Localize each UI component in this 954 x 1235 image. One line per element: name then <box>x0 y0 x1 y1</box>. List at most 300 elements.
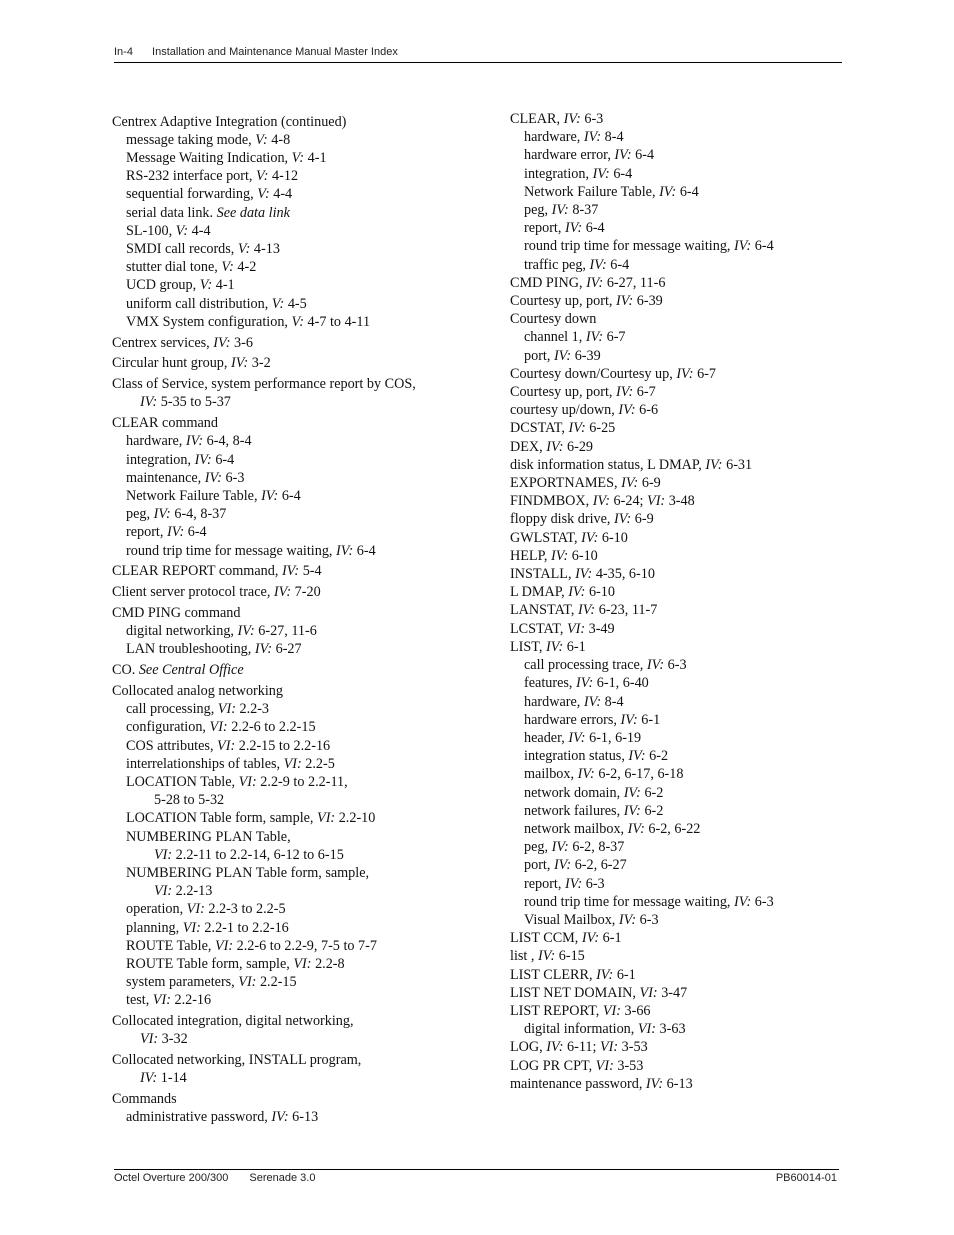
entry-term: maintenance password, <box>510 1075 646 1092</box>
volume-ref: VI: <box>602 1002 621 1019</box>
index-subentry <box>112 204 492 222</box>
page-ref: 6-7 <box>603 329 626 346</box>
volume-ref: VI: <box>217 737 236 754</box>
page-ref: 5-4 <box>299 563 322 580</box>
entry-term: digital information, <box>524 1021 638 1038</box>
page-ref: 2.2-13 <box>172 883 213 900</box>
page-ref: 3-66 <box>620 1002 651 1019</box>
volume-ref: VI: <box>154 846 173 863</box>
entry-term: EXPORTNAMES, <box>510 475 622 492</box>
header-title: Installation and Maintenance Manual Master Index <box>152 46 398 58</box>
entry-term: CMD PING, <box>510 274 587 291</box>
index-subentry <box>112 505 492 523</box>
index-entry <box>510 529 840 547</box>
volume-ref: IV: <box>659 183 677 200</box>
index-subentry <box>510 747 840 765</box>
page-ref: 6-13 <box>663 1075 693 1092</box>
page-ref: 4-7 to 4-11 <box>303 313 371 330</box>
page-ref: 6-4 <box>582 220 605 237</box>
index-entry <box>112 1012 492 1030</box>
index-subentry <box>112 846 492 864</box>
page-ref: 2.2-5 <box>301 755 335 772</box>
entry-term: NUMBERING PLAN Table form, sample, <box>126 865 370 882</box>
volume-ref: IV: <box>618 402 636 419</box>
volume-ref: IV: <box>553 857 572 874</box>
index-entry <box>510 966 840 984</box>
index-subentry <box>112 737 492 755</box>
index-subentry <box>510 201 840 219</box>
entry-term: HELP, <box>510 547 551 564</box>
index-subentry <box>112 640 492 658</box>
index-subentry <box>112 432 492 450</box>
entry-term: Network Failure Table, <box>524 183 660 200</box>
index-subentry <box>112 276 492 294</box>
page-ref: 4-12 <box>268 168 299 185</box>
volume-ref: IV: <box>616 293 634 310</box>
volume-ref: V: <box>271 295 285 312</box>
index-subentry <box>112 222 492 240</box>
index-entry <box>510 1075 840 1093</box>
index-subentry <box>112 295 492 313</box>
entry-term: peg, <box>524 839 552 856</box>
page-ref: 6-3 <box>636 911 659 928</box>
index-subentry <box>510 784 840 802</box>
index-entry <box>510 1002 840 1020</box>
index-subentry <box>510 711 840 729</box>
entry-term: Centrex Adaptive Integration (continued) <box>112 113 347 130</box>
index-subentry <box>112 451 492 469</box>
volume-ref: IV: <box>568 420 586 437</box>
entry-term: RS-232 interface port, <box>126 168 257 185</box>
index-entry <box>510 547 840 565</box>
entry-term: CO. <box>112 662 139 679</box>
index-subentry <box>112 131 492 149</box>
page-ref: 6-3 <box>221 469 245 486</box>
index-subentry <box>112 809 492 827</box>
volume-ref: IV: <box>564 875 583 892</box>
volume-ref: IV: <box>551 202 569 219</box>
index-subentry <box>510 347 840 365</box>
page-ref: 6-4, 8-4 <box>203 433 252 450</box>
entry-term: Network Failure Table, <box>126 488 262 505</box>
entry-term: CLEAR REPORT command, <box>112 563 282 580</box>
entry-term: Courtesy down/Courtesy up, <box>510 365 677 382</box>
entry-term: mailbox, <box>524 766 578 783</box>
index-subentry <box>112 487 492 505</box>
page-header <box>114 46 842 63</box>
page-ref: 6-4 <box>606 256 630 273</box>
page-ref: 6-27, 11-6 <box>254 623 317 640</box>
volume-ref: IV: <box>237 623 255 640</box>
index-subentry <box>112 973 492 991</box>
page-ref: 4-35, 6-10 <box>592 566 655 583</box>
volume-ref: IV: <box>140 1070 158 1087</box>
entry-term: peg, <box>524 202 552 219</box>
entry-term: Circular hunt group, <box>112 355 231 372</box>
page-ref: 6-3 <box>751 893 774 910</box>
index-entry <box>510 984 840 1002</box>
index-subentry <box>112 1030 492 1048</box>
index-subentry <box>510 256 840 274</box>
page-ref: 1-14 <box>157 1070 187 1087</box>
volume-ref: VI: <box>140 1031 159 1048</box>
page-ref: 6-10 <box>585 584 615 601</box>
page-ref: 4-2 <box>233 259 257 276</box>
index-subentry <box>510 802 840 820</box>
entry-term: DCSTAT, <box>510 420 569 437</box>
entry-term: floppy disk drive, <box>510 511 615 528</box>
page-ref: 6-3 <box>582 875 605 892</box>
footer-doc-number: PB60014-01 <box>775 1172 837 1184</box>
volume-ref: VI: <box>595 1057 614 1074</box>
index-entry <box>510 638 840 656</box>
entry-term: stutter dial tone, <box>126 259 222 276</box>
index-subentry <box>112 718 492 736</box>
index-entry <box>112 334 492 352</box>
entry-term: hardware errors, <box>524 711 621 728</box>
volume-ref: IV: <box>271 1109 289 1126</box>
volume-ref: V: <box>291 150 305 166</box>
page-ref: 6-39 <box>633 293 663 310</box>
page-ref: 6-2 <box>640 802 664 819</box>
entry-term: SL-100, <box>126 222 176 239</box>
page-ref: 2.2-6 to 2.2-9, 7-5 to 7-7 <box>233 937 377 954</box>
volume-ref: IV: <box>618 911 637 928</box>
volume-ref: IV: <box>592 493 610 510</box>
index-entry <box>510 383 840 401</box>
page-ref: 6-4 <box>184 524 207 541</box>
page-ref: 6-2, 8-37 <box>568 839 625 856</box>
page-ref: 6-31 <box>722 456 753 473</box>
page-ref: 6-4 <box>278 488 301 505</box>
index-entry <box>112 414 492 432</box>
index-subentry <box>510 219 840 237</box>
entry-term: message taking mode, <box>126 131 256 148</box>
page-ref: 3-48 <box>665 493 695 510</box>
page-number: In-4 <box>114 46 133 58</box>
page-ref: 6-1, 6-19 <box>585 729 642 746</box>
index-subentry <box>510 146 840 164</box>
entry-term: network domain, <box>524 784 624 801</box>
entry-term: LCSTAT, <box>510 620 567 637</box>
page-ref: 2.2-8 <box>311 956 345 973</box>
index-subentry <box>510 183 840 201</box>
volume-ref: VI: <box>214 937 234 954</box>
volume-ref: IV: <box>568 729 586 746</box>
index-entry <box>112 1051 492 1069</box>
index-entry <box>510 565 840 583</box>
entry-term: disk information status, L DMAP, <box>510 456 706 473</box>
volume-ref: IV: <box>204 469 222 486</box>
entry-term: LOCATION Table, <box>126 774 239 791</box>
entry-term: operation, <box>126 901 187 918</box>
volume-ref: IV: <box>577 766 595 783</box>
footer-product: Octel Overture 200/300 <box>114 1172 229 1184</box>
page-ref: 6-3 <box>580 111 604 127</box>
entry-term: uniform call distribution, <box>126 295 272 312</box>
page-ref: 6-6 <box>635 402 659 419</box>
entry-term: LOG, <box>510 1039 547 1056</box>
footer-release: Serenade 3.0 <box>249 1172 316 1184</box>
entry-term: Collocated analog networking <box>112 683 283 700</box>
entry-term: Visual Mailbox, <box>524 911 619 928</box>
volume-ref: IV: <box>645 1075 664 1092</box>
entry-term: courtesy up/down, <box>510 402 619 419</box>
entry-term: system parameters, <box>126 974 239 991</box>
page-ref: 3-6 <box>230 334 253 351</box>
index-subentry <box>510 237 840 255</box>
index-entry <box>112 1090 492 1108</box>
index-column-right <box>510 110 840 1093</box>
index-subentry <box>112 700 492 718</box>
entry-term: network failures, <box>524 802 624 819</box>
entry-term: maintenance, <box>126 469 205 486</box>
index-entry <box>112 661 492 679</box>
entry-term: UCD group, <box>126 277 200 294</box>
page-ref: 6-9 <box>638 475 661 492</box>
volume-ref: IV: <box>583 129 602 146</box>
entry-term: integration, <box>524 165 593 182</box>
entry-term: GWLSTAT, <box>510 529 582 546</box>
index-entry <box>112 375 492 393</box>
index-entry <box>510 310 840 328</box>
index-subentry <box>510 820 840 838</box>
page-ref: 2.2-11 to 2.2-14, 6-12 to 6-15 <box>172 846 344 863</box>
index-entry <box>510 292 840 310</box>
page-ref: 2.2-1 to 2.2-16 <box>200 919 289 936</box>
volume-ref: IV: <box>563 111 581 127</box>
page-ref: 2.2-9 to 2.2-11, <box>256 774 348 791</box>
page-ref: 6-1 <box>637 711 661 728</box>
page-ref: 6-9 <box>631 511 654 528</box>
entry-term: round trip time for message waiting, <box>524 893 735 910</box>
entry-term: LIST NET DOMAIN, <box>510 984 640 1001</box>
volume-ref: IV: <box>153 506 171 523</box>
index-entry <box>510 456 840 474</box>
index-subentry <box>510 674 840 692</box>
page-ref: 6-2, 6-17, 6-18 <box>594 766 684 783</box>
volume-ref: VI: <box>317 810 336 827</box>
index-subentry <box>112 864 492 882</box>
page-ref: 7-20 <box>291 584 321 601</box>
page-ref: 2.2-10 <box>335 810 376 827</box>
index-entry <box>510 583 840 601</box>
page-ref: 3-63 <box>656 1021 686 1038</box>
index-subentry <box>510 765 840 783</box>
index-subentry <box>112 258 492 276</box>
entry-term: LAN troubleshooting, <box>126 641 255 658</box>
page-ref: 8-37 <box>568 202 599 219</box>
entry-term: call processing trace, <box>524 657 647 674</box>
volume-ref: IV: <box>553 347 572 364</box>
index-subentry <box>112 773 492 791</box>
entry-term: header, <box>524 729 569 746</box>
page-ref: 6-25 <box>585 420 616 437</box>
entry-term: Collocated integration, digital networking, <box>112 1013 354 1030</box>
volume-ref: VI: <box>637 1021 656 1038</box>
index-subentry <box>112 882 492 900</box>
page-ref: 4-4 <box>188 222 211 239</box>
index-entry <box>112 354 492 372</box>
page-ref: 2.2-6 to 2.2-15 <box>227 719 316 736</box>
page-footer <box>114 1169 839 1184</box>
page-ref: 3-49 <box>585 620 615 637</box>
index-subentry <box>112 755 492 773</box>
entry-term: hardware error, <box>524 147 615 164</box>
volume-ref: V: <box>175 222 189 239</box>
entry-term: Courtesy up, port, <box>510 293 617 310</box>
page-ref: 2.2-15 <box>256 974 297 991</box>
index-subentry <box>112 1069 492 1087</box>
page-ref: 6-4 <box>211 451 235 468</box>
entry-term: Collocated networking, INSTALL program, <box>112 1052 362 1069</box>
page-ref: 6-7 <box>693 365 716 382</box>
volume-ref: IV: <box>676 365 694 382</box>
page-ref: 4-4 <box>269 186 293 203</box>
entry-term: Courtesy down <box>510 311 597 328</box>
index-subentry <box>510 656 840 674</box>
entry-term: configuration, <box>126 719 210 736</box>
index-subentry <box>510 128 840 146</box>
entry-term: CLEAR, <box>510 111 564 127</box>
index-subentry <box>112 240 492 258</box>
entry-term: integration status, <box>524 748 629 765</box>
volume-ref: VI: <box>154 883 173 900</box>
volume-ref: VI: <box>647 493 666 510</box>
index-entry <box>510 110 840 128</box>
entry-term: hardware, <box>524 693 584 710</box>
index-subentry <box>112 149 492 167</box>
index-entry <box>510 601 840 619</box>
page-ref: 6-29 <box>563 438 594 455</box>
volume-ref: VI: <box>293 956 312 973</box>
index-subentry <box>510 328 840 346</box>
entry-term: test, <box>126 992 153 1009</box>
page-ref: 6-2, 6-27 <box>571 857 627 874</box>
page-ref: 2.2-15 to 2.2-16 <box>235 737 331 754</box>
volume-ref: V: <box>256 168 269 185</box>
volume-ref: IV: <box>581 529 599 546</box>
volume-ref: IV: <box>614 511 632 528</box>
volume-ref: IV: <box>586 274 604 291</box>
volume-ref: IV: <box>596 966 614 983</box>
entry-term: digital networking, <box>126 623 238 640</box>
page-ref: 3-47 <box>657 984 688 1001</box>
entry-term: 5-28 to 5-32 <box>154 792 225 809</box>
page-ref: 6-4, 8-37 <box>170 506 227 523</box>
page-ref: 4-8 <box>267 131 291 148</box>
index-subentry <box>510 729 840 747</box>
index-entry <box>510 365 840 383</box>
page-ref: 3-32 <box>158 1031 188 1048</box>
volume-ref: IV: <box>185 433 204 450</box>
entry-term: LOG PR CPT, <box>510 1057 596 1074</box>
entry-term: INSTALL, <box>510 566 576 583</box>
page-ref: 6-4 <box>353 542 376 559</box>
volume-ref: IV: <box>616 384 634 401</box>
index-column-left <box>112 110 492 1127</box>
entry-term: LIST CLERR, <box>510 966 597 983</box>
index-subentry <box>510 856 840 874</box>
entry-term: LIST CCM, <box>510 930 582 947</box>
page-ref: 6-24; <box>609 493 648 510</box>
entry-term: Centrex services, <box>112 334 214 351</box>
entry-term: channel 1, <box>524 329 586 346</box>
page-ref: 8-4 <box>601 129 624 146</box>
page-ref: 6-1 <box>613 966 636 983</box>
index-entry <box>510 401 840 419</box>
page-ref: 3-53 <box>618 1039 648 1056</box>
index-subentry <box>112 313 492 331</box>
volume-ref: V: <box>257 186 270 203</box>
entry-term: call processing, <box>126 701 218 718</box>
page-ref: 6-27, 11-6 <box>603 274 666 291</box>
page-ref: 6-1 <box>599 930 622 947</box>
entry-term: FINDMBOX, <box>510 493 593 510</box>
volume-ref: VI: <box>238 774 257 791</box>
entry-term: hardware, <box>126 433 186 450</box>
volume-ref: V: <box>237 241 251 258</box>
page-ref: 6-23, 11-7 <box>595 602 658 619</box>
volume-ref: IV: <box>581 930 600 947</box>
entry-term: traffic peg, <box>524 256 590 273</box>
entry-term: report, <box>126 524 167 541</box>
index-subentry <box>112 185 492 203</box>
volume-ref: IV: <box>734 238 752 255</box>
volume-ref: IV: <box>564 220 583 237</box>
page-ref: 3-53 <box>613 1057 644 1074</box>
entry-term: LIST, <box>510 638 546 655</box>
index-subentry <box>112 1108 492 1126</box>
index-subentry <box>112 469 492 487</box>
volume-ref: IV: <box>705 456 723 473</box>
page-ref: 4-13 <box>250 241 280 258</box>
volume-ref: V: <box>255 131 268 148</box>
entry-term: round trip time for message waiting, <box>126 542 337 559</box>
page-ref: 6-2, 6-22 <box>644 820 701 837</box>
index-entry <box>112 583 492 601</box>
index-subentry <box>112 523 492 541</box>
volume-ref: IV: <box>546 438 564 455</box>
entry-term: interrelationships of tables, <box>126 755 284 772</box>
index-entry <box>510 947 840 965</box>
page-ref: 3-2 <box>248 355 271 372</box>
volume-ref: IV: <box>614 147 632 164</box>
index-subentry <box>510 893 840 911</box>
volume-ref: IV: <box>592 165 610 182</box>
entry-term: report, <box>524 220 565 237</box>
index-entry <box>510 510 840 528</box>
page-ref: 4-1 <box>212 277 235 294</box>
volume-ref: IV: <box>583 693 602 710</box>
entry-term: round trip time for message waiting, <box>524 238 735 255</box>
volume-ref: IV: <box>140 394 158 411</box>
page-ref: 6-7 <box>633 384 656 401</box>
index-subentry <box>510 693 840 711</box>
volume-ref: IV: <box>166 524 185 541</box>
volume-ref: IV: <box>546 638 564 655</box>
entry-term: integration, <box>126 451 195 468</box>
index-entry <box>510 1057 840 1075</box>
entry-term: DEX, <box>510 438 547 455</box>
page-ref: 6-2 <box>645 748 669 765</box>
entry-term: SMDI call records, <box>126 241 238 258</box>
index-entry <box>510 620 840 638</box>
page-ref: 6-4 <box>609 165 633 182</box>
index-entry <box>112 113 492 131</box>
index-entry <box>510 419 840 437</box>
index-subentry <box>510 165 840 183</box>
